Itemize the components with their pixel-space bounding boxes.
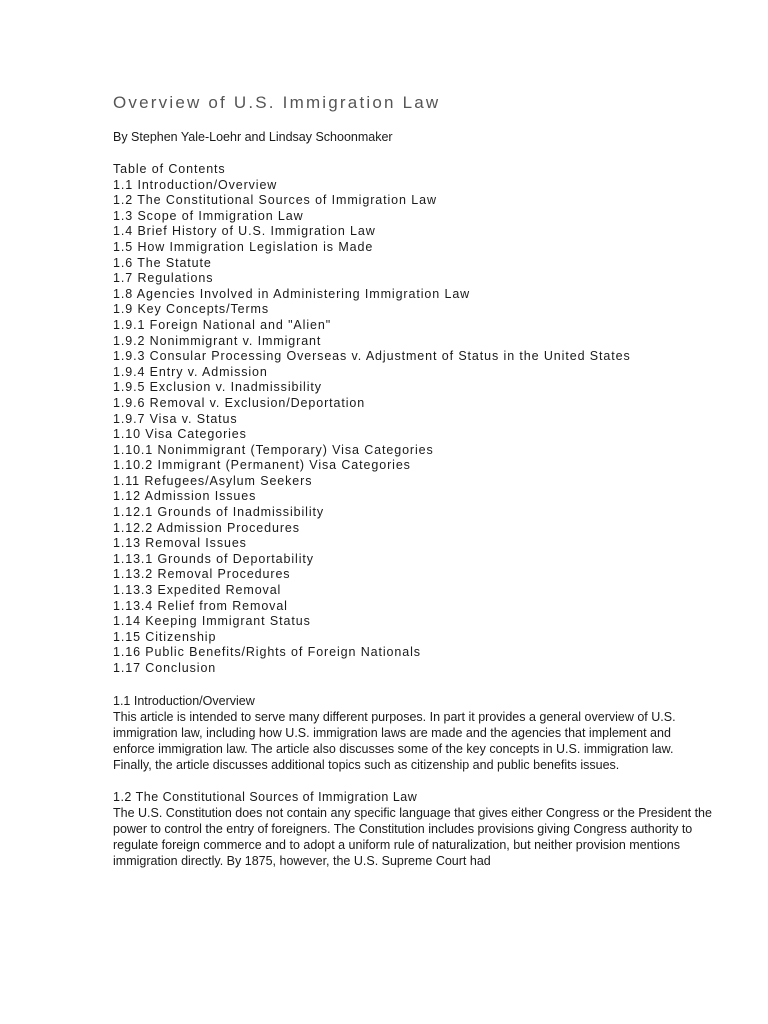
toc-item: 1.11 Refugees/Asylum Seekers <box>113 473 313 488</box>
toc-item: 1.4 Brief History of U.S. Immigration Law <box>113 224 376 239</box>
toc-item: 1.10.2 Immigrant (Permanent) Visa Categories <box>113 458 411 473</box>
section-body: This article is intended to serve many different purposes. In part it provides a general overview of U.S. immigration law, including how U.S. immigration laws are made and the agencies that implement and enforce immigration law. The article also discusses some of the key concepts in U.S. immigration law. Finally, the article discusses additional topics such as citizenship and public benefits issues. <box>113 709 676 772</box>
section-heading: 1.2 The Constitutional Sources of Immigration Law <box>113 789 418 804</box>
toc-item: 1.12 Admission Issues <box>113 489 257 504</box>
byline: By Stephen Yale-Loehr and Lindsay Schoonmaker <box>113 130 393 144</box>
toc-item: 1.9.2 Nonimmigrant v. Immigrant <box>113 333 322 348</box>
toc-item: 1.15 Citizenship <box>113 629 217 644</box>
toc-item: 1.9 Key Concepts/Terms <box>113 302 269 317</box>
toc-item: 1.10 Visa Categories <box>113 427 247 442</box>
section-introduction <box>113 693 713 773</box>
toc-item: 1.1 Introduction/Overview <box>113 177 278 192</box>
toc-item: 1.9.1 Foreign National and "Alien" <box>113 317 332 332</box>
section-body: The U.S. Constitution does not contain any specific language that gives either Congress or the President the power to control the entry of foreigners. The Constitution includes provisions giving Congress authority to regulate foreign commerce and to adopt a uniform rule of naturalization, but neither provision mentions immigration directly. By 1875, however, the U.S. Supreme Court had <box>113 805 712 868</box>
toc-item: 1.8 Agencies Involved in Administering Immigration Law <box>113 286 471 301</box>
toc-item: 1.9.4 Entry v. Admission <box>113 364 268 379</box>
toc-item: 1.13.3 Expedited Removal <box>113 583 282 598</box>
toc-item: 1.13.2 Removal Procedures <box>113 567 291 582</box>
toc-item: 1.7 Regulations <box>113 271 214 286</box>
toc-item: 1.2 The Constitutional Sources of Immigration Law <box>113 193 437 208</box>
toc-list <box>113 178 713 677</box>
toc-item: 1.6 The Statute <box>113 255 212 270</box>
toc-item: 1.9.5 Exclusion v. Inadmissibility <box>113 380 322 395</box>
toc-item: 1.3 Scope of Immigration Law <box>113 208 304 223</box>
toc-item: 1.13.1 Grounds of Deportability <box>113 551 314 566</box>
document-page <box>113 92 713 869</box>
toc-item: 1.9.7 Visa v. Status <box>113 411 238 426</box>
toc-item: 1.13.4 Relief from Removal <box>113 598 288 613</box>
toc-item: 1.12.1 Grounds of Inadmissibility <box>113 505 325 520</box>
toc-item: 1.13 Removal Issues <box>113 536 247 551</box>
toc-item: 1.9.3 Consular Processing Overseas v. Adjustment of Status in the United States <box>113 349 631 364</box>
toc-item: 1.17 Conclusion <box>113 661 217 675</box>
section-constitutional-sources <box>113 789 713 869</box>
toc-item: 1.9.6 Removal v. Exclusion/Deportation <box>113 395 366 410</box>
section-heading: 1.1 Introduction/Overview <box>113 693 255 708</box>
toc-item: 1.14 Keeping Immigrant Status <box>113 614 311 629</box>
table-of-contents <box>113 162 713 677</box>
toc-item: 1.10.1 Nonimmigrant (Temporary) Visa Categories <box>113 442 434 457</box>
document-title: Overview of U.S. Immigration Law <box>113 93 441 112</box>
toc-item: 1.12.2 Admission Procedures <box>113 520 300 535</box>
toc-heading: Table of Contents <box>113 162 226 176</box>
toc-item: 1.16 Public Benefits/Rights of Foreign Nationals <box>113 645 421 660</box>
toc-item: 1.5 How Immigration Legislation is Made <box>113 239 374 254</box>
